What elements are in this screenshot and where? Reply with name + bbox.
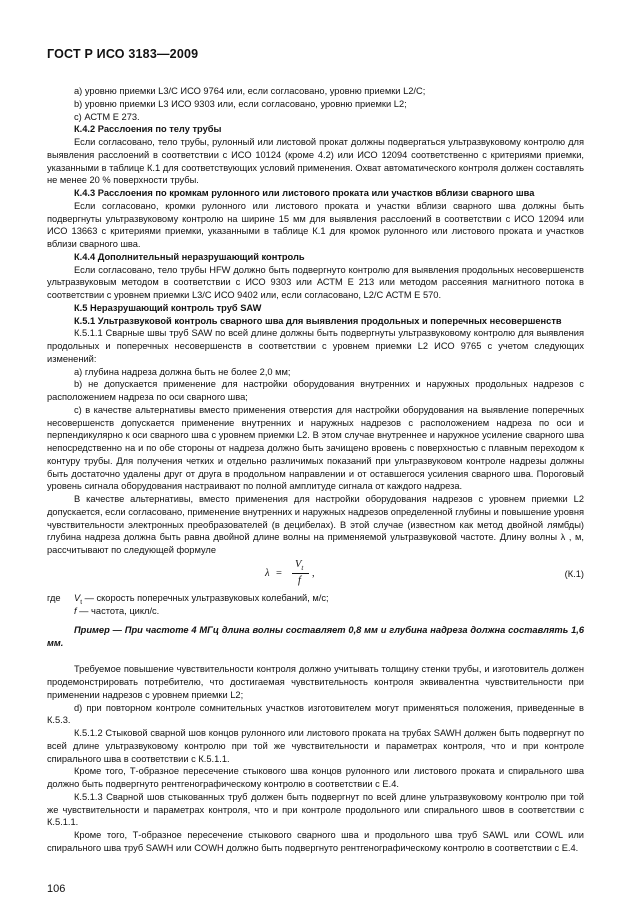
legend-label: где (47, 592, 61, 603)
legend-line-vt: $V_t$ — скорость поперечных ультразвуковых колебаний, м/с; (74, 592, 329, 606)
page-number: 106 (47, 883, 66, 895)
paragraph-double-lambda: В качестве альтернативы, вместо применения для настройки оборудования надрезов с уровнем приемки L2 допускается, если согласовано, применение внутренних и наружных надрезов определенной глубины и повышение уровня чувствительности электронных преобразователей (в децибелах). В этой случае (известном как метод двойной лямбды) глубина надреза должна быть равна двойной длине волны на применяемой ультразвуковой частоте. Длину волны λ , м, рассчитывают по следующей формуле (47, 494, 584, 555)
paragraph-k511: К.5.1.1 Сварные швы труб SAW по всей длине должны быть подвергнуты ультразвуковому контролю для выявления продольных и поперечных несовершенств в соответствии с уровнем приемки L2 ИСО 9765 с учетом следующих изменений: (47, 328, 584, 364)
formula-lambda: λ (265, 567, 270, 579)
formula-equals: = (276, 567, 282, 579)
paragraph-k512: К.5.1.2 Стыковой сварной шов концов рулонного или листового проката на трубах SAWH должен быть подвергнут по всей длине ультразвуковому контролю при той же чувствительности и параметрах контроля, что и при контроле спирального шва в соответствии с К.5.1.1. (47, 728, 584, 764)
formula-legend (47, 592, 584, 618)
fraction-bar (292, 573, 309, 574)
list-item-c-alternative: с) в качестве альтернативы вместо применения отверстия для настройки оборудования на выявление поперечных несовершенств допускается применение внутренних и наружных надрезов с расположением надреза по оси и перпендикулярно к оси сварного шва с уровнем приемки L2. В этом случае внутреннее и наружное усиление сварного шва непосредственно на и по обе стороны от надреза должно быть зачищено вровень с поверхностью с плавным переходом к контуру трубы. Для получения четких и отдельно различимых показаний при ультразвуковом контроле надрезы должны быть достаточно удалены друг от друга в продольном направлении и от оставшегося усиления сварного шва. Пороговый уровень сигнала оборудования настраивают по полной амплитуде сигнала от каждого надреза. (47, 404, 584, 492)
list-item-a-depth: а) глубина надреза должна быть не более 2,0 мм; (74, 366, 291, 377)
paragraph-k44: Если согласовано, тело трубы HFW должно быть подвергнуто контролю для выявления продольных несовершенств ультразвуковым методом в соответствии с ИСО 9303 или АСТМ Е 213 или методом рассеяния магнитного потока в соответствии с уровнем приемки L3/С ИСО 9402 или, если согласовано, L2/C АСТМ Е 570. (47, 264, 584, 300)
formula-numerator: $V_t$ (295, 558, 304, 572)
list-item-a: а) уровню приемки L3/С ИСО 9764 или, если согласовано, уровню приемки L2/C; (74, 86, 426, 96)
paragraph-k512-t-joint: Кроме того, Т-образное пересечение стыкового шва концов рулонного или листового проката и спирального шва должно быть подвергнуто рентгенографическому контролю в соответствии с Е.4. (47, 766, 584, 789)
paragraph-k513-t-joint: Кроме того, Т-образное пересечение стыкового сварного шва и продольного шва труб SAWL или COWL или спирального шва труб SAWH или COWH должно быть подвергнуто рентгенографическому контролю в соответствии с Е.4. (47, 830, 584, 853)
paragraph-k42: Если согласовано, тело трубы, рулонный или листовой прокат должны подвергаться ультразвуковому контролю для выявления расслоений в соответствии с ИСО 10124 (кроме 4.2) или ИСО 12094 соответственно с критериями приемки, указанными в таблице К.1 для соответствующих условий применения. Охват автоматического контроля должен составлять не менее 20 % поверхности трубы. (47, 137, 584, 186)
section-heading-k43: К.4.3 Расслоения по кромкам рулонного или листового проката или участков вблизи сварного шва (74, 188, 535, 198)
formula-k1 (47, 558, 584, 592)
paragraph-k513: К.5.1.3 Сварной шов стыкованных труб должен быть подвергнут по всей длине ультразвуковому контролю при той же чувствительности и параметрах контроля, что и при контроле продольного или спирального швов в соответствии с К.5.1.1. (47, 791, 584, 828)
section-heading-k42: К.4.2 Расслоения по телу трубы (74, 124, 222, 135)
list-item-b: b) уровню приемки L3 ИСО 9303 или, если согласовано, уровню приемки L2; (74, 98, 407, 109)
section-heading-k5: К.5 Неразрушающий контроль труб SAW (74, 302, 262, 313)
legend-line-f: f — частота, цикл/с. (74, 605, 160, 616)
paragraph-sensitivity: Требуемое повышение чувствительности контроля должно учитывать толщину стенки трубы, и изготовитель должен продемонстрировать потребителю, что достигаемая чувствительность контроля эквивалентна чувствительности при применении надрезов с уровнем приемки L2; (47, 664, 584, 700)
formula-denominator: f (298, 574, 301, 586)
section-heading-k51: К.5.1 Ультразвуковой контроль сварного шва для выявления продольных и поперечных несовершенств (74, 315, 562, 326)
document-body (47, 85, 584, 855)
formula-fraction (265, 558, 345, 592)
list-item-c: с) АСТМ Е 273. (74, 111, 140, 122)
formula-tail: , (312, 567, 315, 579)
section-heading-k44: К.4.4 Дополнительный неразрушающий контроль (74, 251, 305, 262)
paragraph-k43: Если согласовано, кромки рулонного или листового проката и участки вблизи сварного шва должны быть подвергнуты ультразвуковому контролю на ширине 15 мм для выявления расслоений в соответствии с ИСО 12094 или ИСО 13663 с критериями приемки, указанными в таблице К.1 для кромок рулонного или листового проката и участков вблизи сварного шва. (47, 200, 584, 249)
list-item-d-retest: d) при повторном контроле сомнительных участков изготовителем могут применяться положения, приведенные в К.5.3. (47, 702, 584, 726)
example-note: Пример — При частоте 4 МГц длина волны составляет 0,8 мм и глубина надреза должна составлять 1,6 мм. (47, 624, 584, 648)
formula-number: (К.1) (564, 568, 584, 579)
list-item-b-notches: b) не допускается применение для настройки оборудования внутренних и наружных продольных надрезов с расположением надреза по оси сварного шва; (47, 379, 584, 402)
document-header: ГОСТ Р ИСО 3183—2009 (47, 47, 199, 61)
